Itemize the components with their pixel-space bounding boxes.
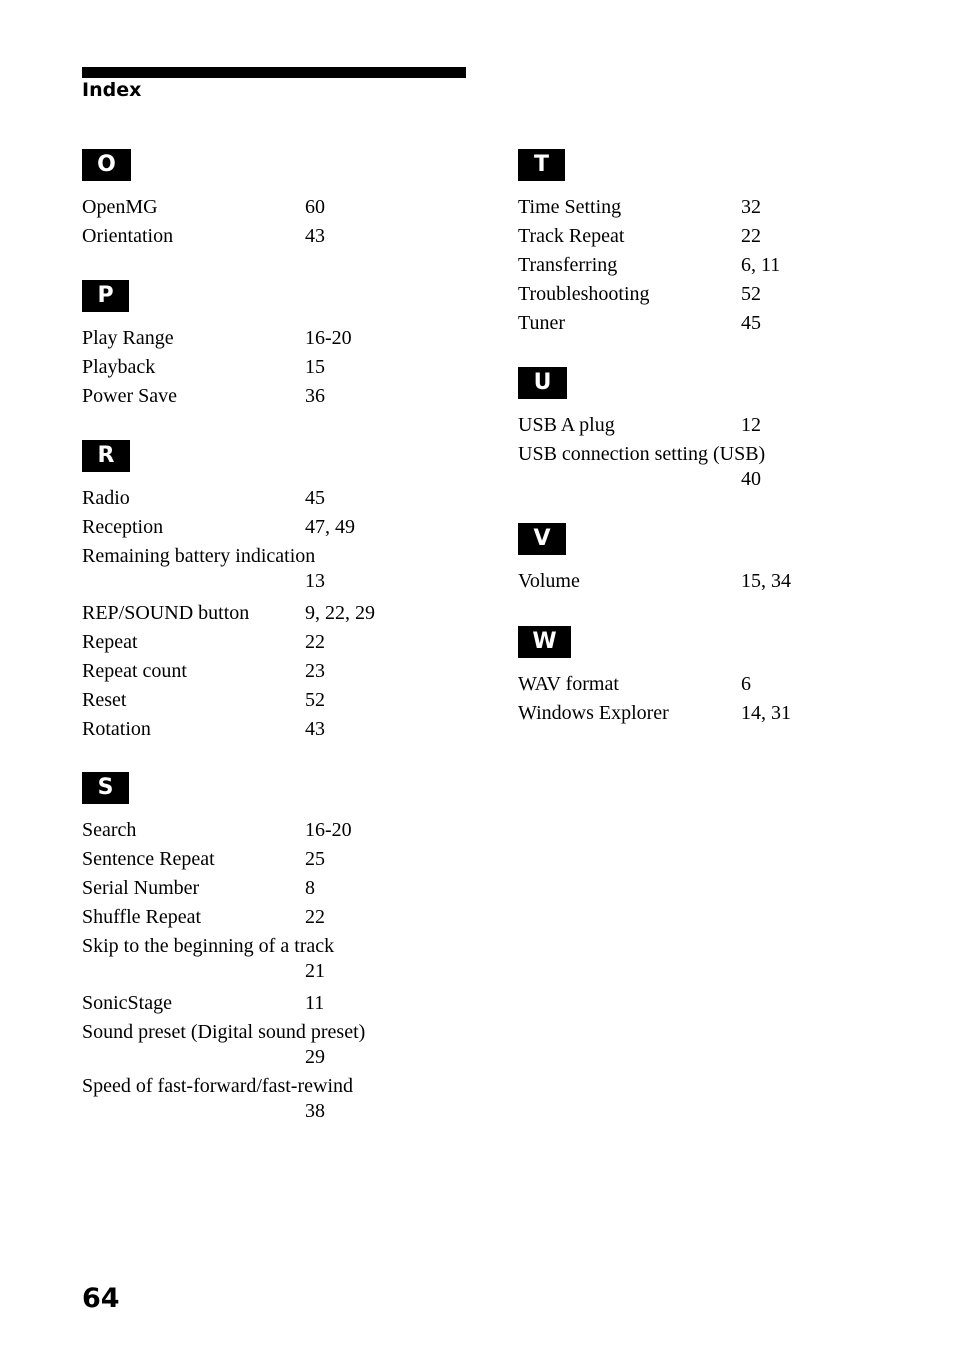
index-entry xyxy=(82,657,482,686)
index-entry xyxy=(518,222,918,251)
entry-term: Sentence Repeat xyxy=(82,848,215,870)
entry-pages: 52 xyxy=(741,283,761,305)
section-letter: T xyxy=(518,149,565,181)
entry-term: Serial Number xyxy=(82,877,200,899)
entry-pages: 60 xyxy=(305,196,325,218)
entry-term: REP/SOUND button xyxy=(82,602,250,624)
entry-pages: 15 xyxy=(305,356,325,378)
page-title: Index xyxy=(82,79,142,101)
section-letter: S xyxy=(82,772,129,804)
entry-pages: 40 xyxy=(741,468,761,490)
entry-pages: 22 xyxy=(741,225,761,247)
index-section-u xyxy=(518,367,918,490)
entry-pages: 47, 49 xyxy=(305,516,355,538)
entry-term: Transferring xyxy=(518,254,618,276)
entry-term: Shuffle Repeat xyxy=(82,906,202,928)
entry-term: Rotation xyxy=(82,718,151,740)
entry-term: Remaining battery indication xyxy=(82,545,316,567)
index-section-w xyxy=(518,626,918,724)
index-entry xyxy=(82,628,482,657)
entry-term: Windows Explorer xyxy=(518,702,669,724)
index-entry xyxy=(518,440,918,495)
index-entry xyxy=(518,251,918,280)
index-entry xyxy=(82,513,482,542)
entry-term: Skip to the beginning of a track xyxy=(82,935,335,957)
entry-term: Reset xyxy=(82,689,127,711)
entry-term: SonicStage xyxy=(82,992,172,1014)
index-entry xyxy=(82,932,482,989)
entry-term: USB A plug xyxy=(518,414,615,436)
entry-term: Radio xyxy=(82,487,130,509)
entry-term: Repeat xyxy=(82,631,138,653)
index-entry xyxy=(82,542,482,599)
index-entry xyxy=(518,411,918,440)
index-entry xyxy=(82,1018,482,1072)
entry-pages: 22 xyxy=(305,906,325,928)
entry-list xyxy=(82,816,482,1126)
entry-list xyxy=(82,193,482,251)
entry-pages: 14, 31 xyxy=(741,702,791,724)
entry-pages: 21 xyxy=(305,960,325,982)
entry-pages: 43 xyxy=(305,718,325,740)
entry-pages: 8 xyxy=(305,877,315,899)
section-letter: U xyxy=(518,367,567,399)
entry-pages: 45 xyxy=(305,487,325,509)
entry-term: Power Save xyxy=(82,385,177,407)
section-letter: P xyxy=(82,280,129,312)
page-number: 64 xyxy=(82,1283,120,1314)
section-letter: O xyxy=(82,149,131,181)
entry-pages: 11 xyxy=(305,992,325,1014)
index-entry xyxy=(82,382,482,411)
index-entry xyxy=(82,484,482,513)
index-entry xyxy=(518,699,918,728)
entry-term: Volume xyxy=(518,570,580,592)
index-entry xyxy=(82,989,482,1018)
index-entry xyxy=(82,1072,482,1126)
entry-term: OpenMG xyxy=(82,196,158,218)
index-entry xyxy=(82,222,482,251)
index-section-r xyxy=(82,440,482,740)
entry-pages: 15, 34 xyxy=(741,570,791,592)
entry-pages: 23 xyxy=(305,660,325,682)
entry-pages: 12 xyxy=(741,414,761,436)
entry-term: USB connection setting (USB) xyxy=(518,443,766,465)
entry-pages: 9, 22, 29 xyxy=(305,602,375,624)
index-entry xyxy=(82,193,482,222)
entry-term: Sound preset (Digital sound preset) xyxy=(82,1021,366,1043)
entry-term: Search xyxy=(82,819,137,841)
entry-list xyxy=(518,670,918,728)
header-rule xyxy=(82,67,466,78)
entry-list xyxy=(82,484,482,744)
entry-list xyxy=(518,567,918,596)
entry-list xyxy=(518,193,918,338)
section-letter: R xyxy=(82,440,130,472)
entry-pages: 16-20 xyxy=(305,327,352,349)
entry-term: WAV format xyxy=(518,673,619,695)
entry-pages: 6 xyxy=(741,673,751,695)
index-section-t xyxy=(518,149,918,334)
index-entry xyxy=(518,567,918,596)
index-section-s xyxy=(82,772,482,1122)
entry-term: Repeat count xyxy=(82,660,187,682)
entry-term: Play Range xyxy=(82,327,174,349)
entry-pages: 36 xyxy=(305,385,325,407)
index-section-o xyxy=(82,149,482,247)
index-entry xyxy=(518,670,918,699)
entry-list xyxy=(82,324,482,411)
index-entry xyxy=(82,324,482,353)
entry-pages: 52 xyxy=(305,689,325,711)
index-entry xyxy=(82,599,482,628)
index-section-v xyxy=(518,523,918,592)
entry-term: Speed of fast-forward/fast-rewind xyxy=(82,1075,354,1097)
entry-term: Tuner xyxy=(518,312,566,334)
entry-pages: 43 xyxy=(305,225,325,247)
entry-pages: 13 xyxy=(305,570,325,592)
index-entry xyxy=(82,715,482,744)
index-entry xyxy=(82,353,482,382)
entry-pages: 32 xyxy=(741,196,761,218)
section-letter: V xyxy=(518,523,566,555)
index-entry xyxy=(82,816,482,845)
section-letter: W xyxy=(518,626,571,658)
entry-term: Playback xyxy=(82,356,156,378)
entry-term: Time Setting xyxy=(518,196,622,218)
index-entry xyxy=(518,280,918,309)
entry-pages: 45 xyxy=(741,312,761,334)
index-entry xyxy=(82,686,482,715)
index-entry xyxy=(82,874,482,903)
entry-pages: 22 xyxy=(305,631,325,653)
entry-term: Troubleshooting xyxy=(518,283,650,305)
index-entry xyxy=(82,845,482,874)
index-entry xyxy=(518,309,918,338)
entry-pages: 16-20 xyxy=(305,819,352,841)
index-entry xyxy=(82,903,482,932)
entry-term: Track Repeat xyxy=(518,225,625,247)
entry-pages: 38 xyxy=(305,1100,325,1122)
entry-list xyxy=(518,411,918,495)
entry-term: Orientation xyxy=(82,225,174,247)
index-section-p xyxy=(82,280,482,407)
entry-term: Reception xyxy=(82,516,164,538)
entry-pages: 29 xyxy=(305,1046,325,1068)
entry-pages: 6, 11 xyxy=(741,254,781,276)
index-entry xyxy=(518,193,918,222)
entry-pages: 25 xyxy=(305,848,325,870)
